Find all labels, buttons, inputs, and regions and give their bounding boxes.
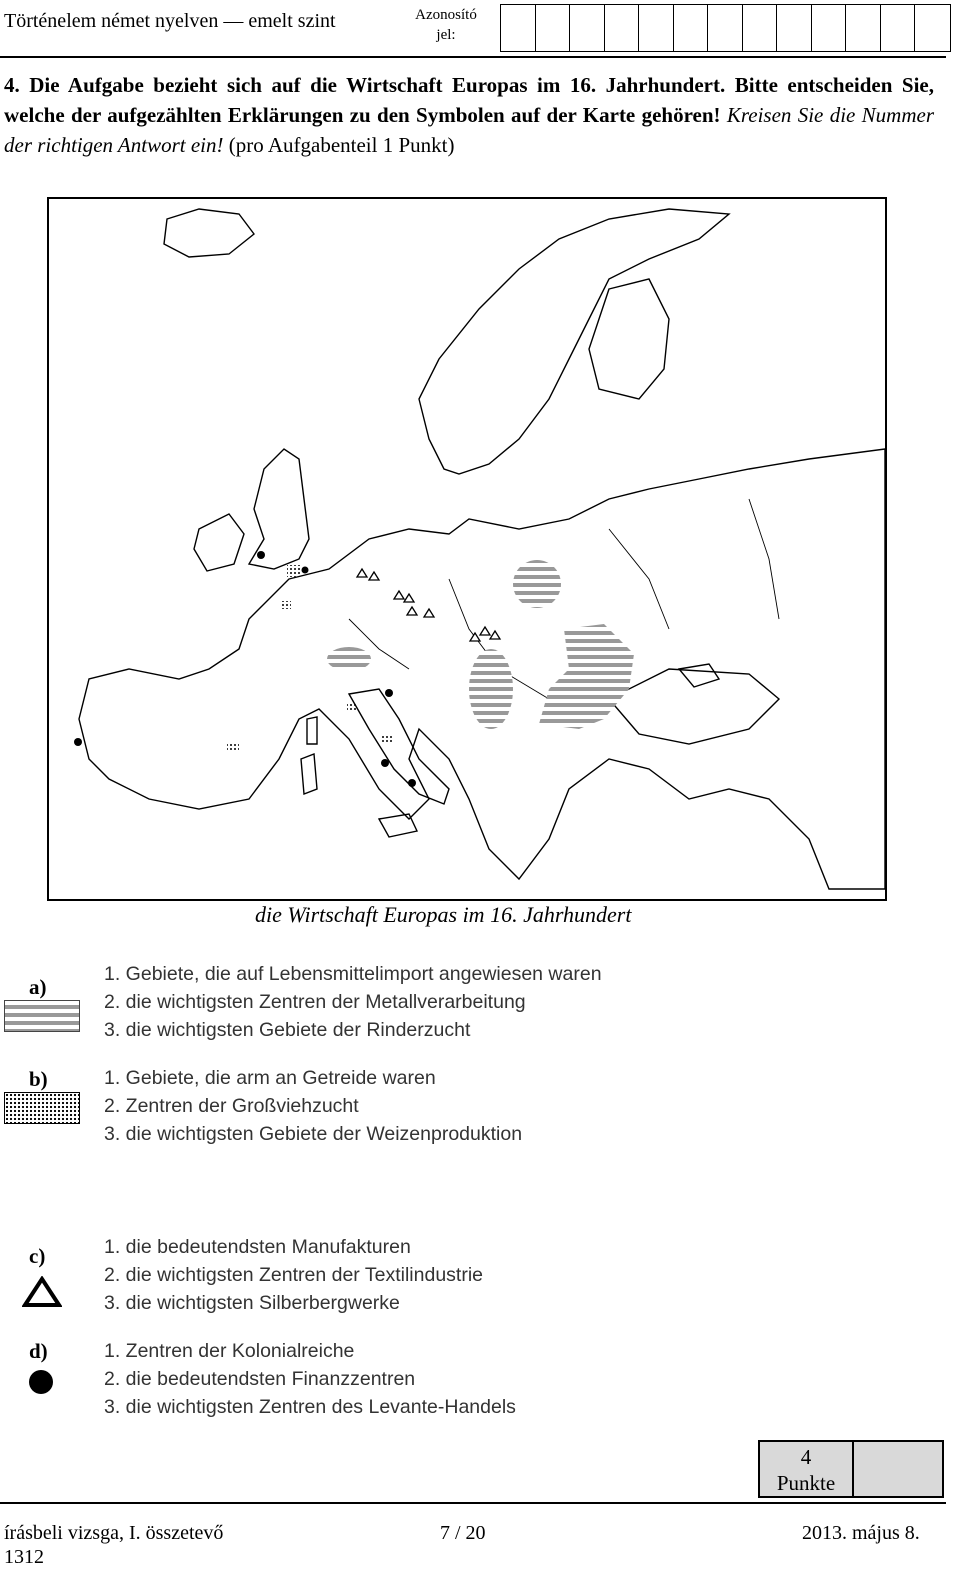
question-b-options (104, 1064, 522, 1148)
map-drawing (49, 199, 885, 899)
triangle-marker (470, 633, 480, 641)
footer-code: 1312 (4, 1546, 44, 1568)
footer-divider (0, 1502, 946, 1504)
dotted-area (281, 601, 291, 609)
answer-option[interactable]: 2. Zentren der Großviehzucht (104, 1095, 359, 1117)
answer-option[interactable]: 1. die bedeutendsten Manufakturen (104, 1236, 411, 1258)
answer-option[interactable]: 2. die wichtigsten Zentren der Metallverarbeitung (104, 991, 526, 1013)
triangle-marker (490, 631, 500, 639)
answer-option[interactable]: 1. Gebiete, die auf Lebensmittelimport angewiesen waren (104, 963, 602, 985)
answer-option[interactable]: 1. Zentren der Kolonialreiche (104, 1340, 355, 1362)
footer-page: 7 / 20 (440, 1522, 486, 1544)
triangle-marker (357, 569, 367, 577)
triangle-marker (424, 609, 434, 617)
question-c-options (104, 1233, 483, 1317)
id-label-line1: Azonosító (415, 7, 477, 23)
footer-date: 2013. május 8. (802, 1522, 920, 1544)
dotted-area (347, 704, 357, 712)
id-cell[interactable] (605, 5, 640, 51)
sardinia-outline (301, 754, 317, 794)
scandinavia-outline (419, 209, 729, 474)
dotted-area (287, 565, 301, 577)
britain-outline (249, 449, 309, 569)
hatched-symbol (4, 1000, 80, 1032)
hatched-area (513, 560, 561, 608)
question-b-label: b) (29, 1067, 48, 1091)
dot-marker (74, 738, 82, 746)
answer-option[interactable]: 3. die wichtigsten Gebiete der Rinderzucht (104, 1019, 471, 1041)
triangle-marker (394, 591, 404, 599)
id-cell[interactable] (812, 5, 847, 51)
coastlines (79, 209, 885, 889)
points-box (758, 1440, 944, 1498)
id-cell[interactable] (501, 5, 536, 51)
triangle-marker (407, 607, 417, 615)
points-label (760, 1442, 854, 1496)
id-cell[interactable] (777, 5, 812, 51)
triangle-marker (369, 572, 379, 580)
question-d-label: d) (29, 1339, 48, 1363)
id-cell[interactable] (708, 5, 743, 51)
dot-marker (385, 689, 393, 697)
question-a-label: a) (29, 975, 47, 999)
answer-option[interactable]: 3. die wichtigsten Gebiete der Weizenproduktion (104, 1123, 523, 1145)
dotted-area (381, 734, 393, 744)
black-sea-outline (609, 669, 779, 744)
dotted-area (227, 742, 239, 750)
question-d-options (104, 1337, 516, 1421)
triangle-marker (480, 627, 490, 635)
hatched-area (469, 649, 513, 729)
triangle-icon (22, 1276, 62, 1308)
finland-outline (589, 279, 669, 399)
dot-marker (257, 551, 265, 559)
triangle-marker (404, 594, 414, 602)
answer-option[interactable]: 1. Gebiete, die arm an Getreide waren (104, 1067, 436, 1089)
task-bold-text: 4. Die Aufgabe bezieht sich auf die Wirtschaft Europas im 16. Jahrhundert. Bitte entscheiden Sie, welche der aufgezählten Erklärungen zu den Symbolen auf der Karte gehören! (4, 73, 934, 127)
dot-marker (408, 779, 416, 787)
crimea-outline (679, 664, 719, 687)
symbol-c-triangles (357, 569, 500, 641)
hatched-area (539, 624, 634, 729)
dot-icon (29, 1370, 53, 1394)
dot-marker (302, 567, 309, 574)
id-label-line2: jel: (436, 27, 456, 43)
question-a-options (104, 960, 602, 1044)
answer-option[interactable]: 2. die wichtigsten Zentren der Textilindustrie (104, 1264, 484, 1286)
corsica-outline (307, 717, 317, 744)
id-input-grid[interactable] (500, 4, 951, 52)
id-cell[interactable] (570, 5, 605, 51)
ireland-outline (194, 514, 244, 571)
header-divider (0, 56, 946, 58)
italy-outline (349, 689, 449, 804)
iceland-outline (164, 209, 254, 257)
id-cell[interactable] (536, 5, 571, 51)
question-c-label: c) (29, 1244, 46, 1268)
symbol-d-dots (74, 551, 416, 787)
header-title: Történelem német nyelven — emelt szint (4, 10, 336, 32)
answer-option[interactable]: 3. die wichtigsten Zentren des Levante-Handels (104, 1396, 516, 1418)
task-plain-text: (pro Aufgabenteil 1 Punkt) (228, 133, 455, 157)
id-label (410, 5, 482, 45)
answer-option[interactable]: 2. die bedeutendsten Finanzzentren (104, 1368, 416, 1390)
europe-map (47, 197, 887, 901)
answer-option[interactable]: 3. die wichtigsten Silberbergwerke (104, 1292, 400, 1314)
footer-left: írásbeli vizsga, I. összetevő (4, 1522, 224, 1544)
hatched-area (327, 647, 371, 671)
dot-marker (381, 759, 389, 767)
river (749, 499, 779, 619)
task-instructions (4, 70, 934, 160)
points-unit: Punkte (776, 1471, 836, 1495)
dotted-symbol (4, 1092, 80, 1124)
river (609, 529, 669, 629)
points-value: 4 (800, 1445, 812, 1469)
id-cell[interactable] (881, 5, 916, 51)
id-cell[interactable] (743, 5, 778, 51)
map-caption: die Wirtschaft Europas im 16. Jahrhundert (255, 902, 632, 927)
points-score-field[interactable] (854, 1442, 942, 1496)
id-cell[interactable] (639, 5, 674, 51)
id-cell[interactable] (846, 5, 881, 51)
task-italic-text: Kreisen Sie die Nummer der richtigen Antwort ein! (4, 103, 934, 157)
sicily-outline (379, 814, 417, 837)
id-cell[interactable] (915, 5, 950, 51)
id-cell[interactable] (674, 5, 709, 51)
